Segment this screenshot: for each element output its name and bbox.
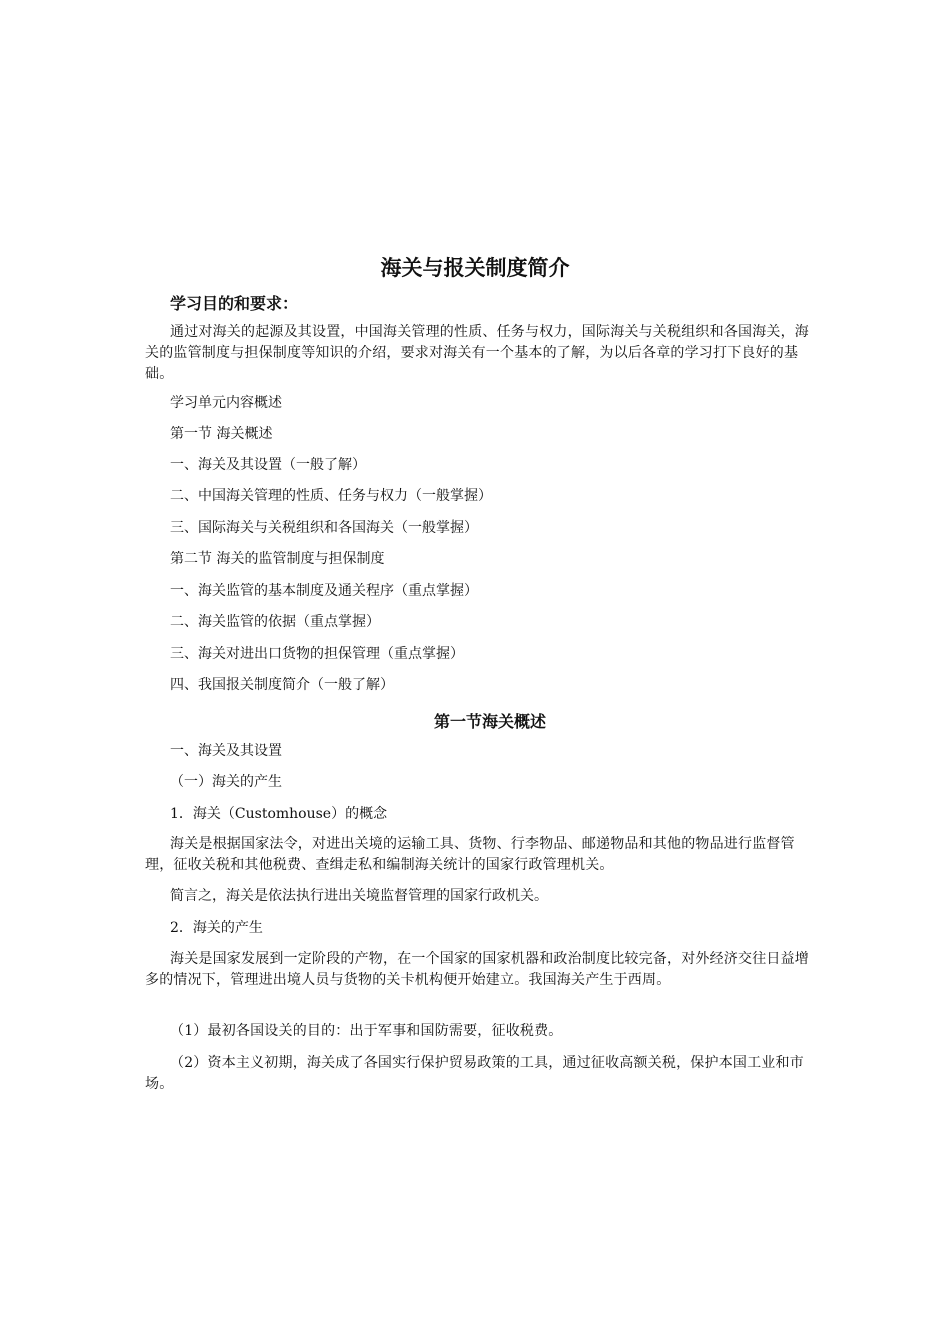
- subsection-heading: （一）海关的产生: [170, 774, 282, 790]
- item-heading: 1．海关（Customhouse）的概念: [170, 806, 388, 822]
- outline-item: 第二节 海关的监管制度与担保制度: [170, 551, 385, 567]
- item-heading: 2．海关的产生: [170, 920, 263, 936]
- outline-item: 四、我国报关制度简介（一般了解）: [170, 677, 394, 693]
- outline-item: 三、海关对进出口货物的担保管理（重点掌握）: [170, 646, 464, 662]
- outline-item: 一、海关监管的基本制度及通关程序（重点掌握）: [170, 583, 478, 599]
- body-paragraph: 海关是根据国家法令，对进出关境的运输工具、货物、行李物品、邮递物品和其他的物品进行监督管理，征收关税和其他税费、查缉走私和编制海关统计的国家行政管理机关。: [145, 836, 795, 873]
- body-paragraph: 海关是国家发展到一定阶段的产物，在一个国家的国家机器和政治制度比较完备，对外经济交往日益增多的情况下，管理进出境人员与货物的关卡机构便开始建立。我国海关产生于西周。: [145, 951, 809, 988]
- body-paragraph: （1）最初各国设关的目的：出于军事和国防需要，征收税费。: [170, 1023, 563, 1039]
- outline-item: 二、中国海关管理的性质、任务与权力（一般掌握）: [170, 488, 492, 504]
- objectives-heading: 学习目的和要求：: [170, 294, 299, 313]
- document-title: 海关与报关制度简介: [380, 256, 570, 280]
- outline-item: 三、国际海关与关税组织和各国海关（一般掌握）: [170, 520, 478, 536]
- outline-item: 一、海关及其设置（一般了解）: [170, 457, 366, 473]
- body-paragraph: （2）资本主义初期，海关成了各国实行保护贸易政策的工具，通过征收高额关税，保护本国工业和市场。: [145, 1055, 804, 1092]
- outline-item: 二、海关监管的依据（重点掌握）: [170, 614, 380, 630]
- section-heading: 第一节海关概述: [433, 712, 546, 731]
- body-paragraph: 简言之，海关是依法执行进出关境监督管理的国家行政机关。: [170, 888, 548, 904]
- subsection-heading: 一、海关及其设置: [170, 743, 282, 759]
- objectives-paragraph: 通过对海关的起源及其设置，中国海关管理的性质、任务与权力，国际海关与关税组织和各国海关，海关的监管制度与担保制度等知识的介绍，要求对海关有一个基本的了解，为以后各章的学习打下良好的基础。: [145, 324, 809, 382]
- outline-item: 第一节 海关概述: [170, 426, 273, 442]
- outline-heading: 学习单元内容概述: [170, 395, 282, 411]
